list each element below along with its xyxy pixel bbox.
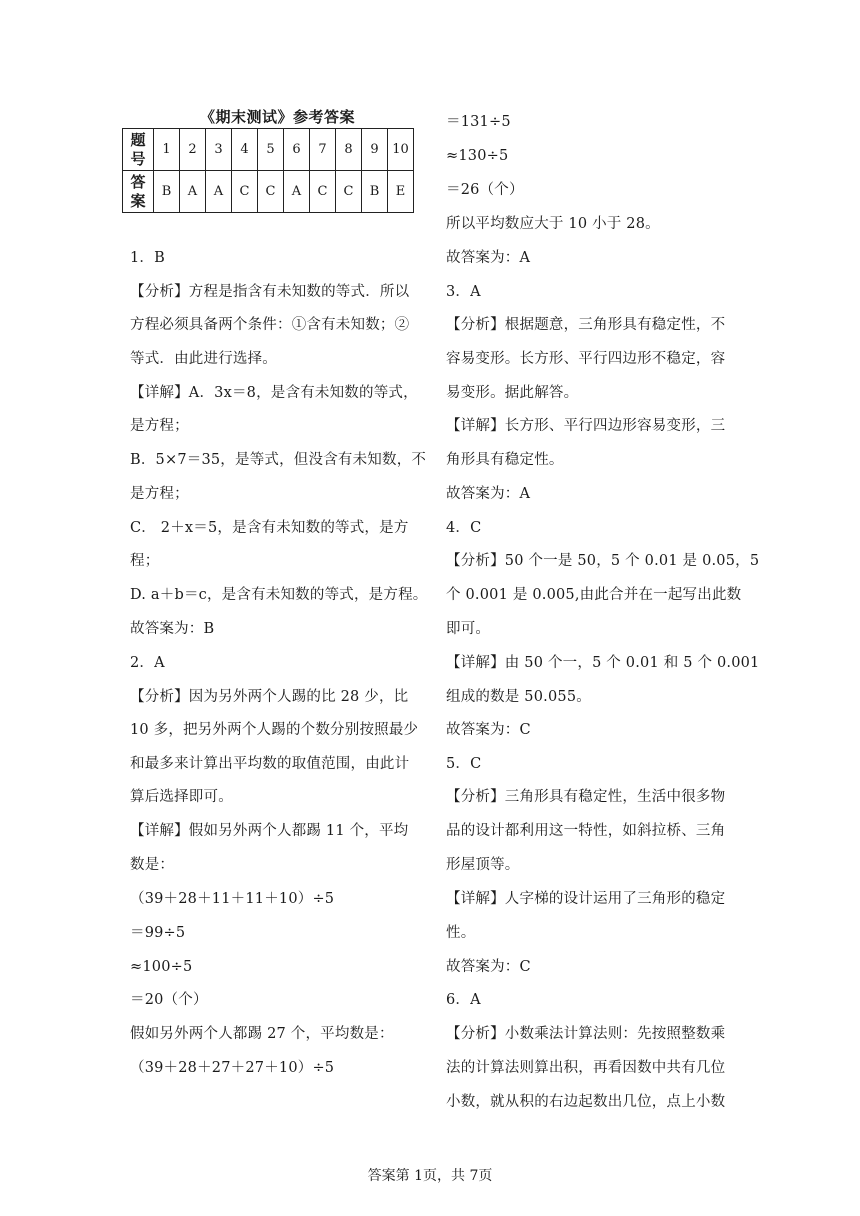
table-cell: C xyxy=(258,171,284,213)
text-line: 假如另外两个人都踢 27 个，平均数是： xyxy=(130,1026,394,1042)
table-cell: A xyxy=(206,171,232,213)
table-cell: 4 xyxy=(232,129,258,171)
table-cell: C xyxy=(336,171,362,213)
table-header-answer: 答案 xyxy=(123,171,154,213)
text-line: 10 多，把另外两个人踢的个数分别按照最少 xyxy=(130,722,419,738)
table-header-number: 题号 xyxy=(123,129,154,171)
text-line: C． 2＋x＝5，是含有未知数的等式，是方 xyxy=(130,520,409,536)
text-line: 方程必须具备两个条件：①含有未知数；② xyxy=(130,317,410,333)
table-cell: 3 xyxy=(206,129,232,171)
text-line: 【详解】A．3x＝8，是含有未知数的等式， xyxy=(130,385,418,401)
text-line: 和最多来计算出平均数的取值范围，由此计 xyxy=(130,756,410,772)
text-line: ≈130÷5 xyxy=(446,148,509,164)
text-line: 数是： xyxy=(130,857,175,873)
text-line: 等式．由此进行选择。 xyxy=(130,351,277,367)
text-line: 角形具有稳定性。 xyxy=(446,452,564,468)
text-line: 【分析】50 个一是 50，5 个 0.01 是 0.05，5 xyxy=(446,553,760,569)
table-cell: C xyxy=(310,171,336,213)
text-line: 个 0.001 是 0.005,由此合并在一起写出此数 xyxy=(446,587,742,603)
text-line: 即可。 xyxy=(446,621,491,637)
text-line: 形屋顶等。 xyxy=(446,857,520,873)
text-line: （39＋28＋11＋11＋10）÷5 xyxy=(130,891,335,907)
table-row-answers xyxy=(123,171,414,213)
text-line: ＝131÷5 xyxy=(446,114,511,130)
text-line: 6．A xyxy=(446,992,481,1008)
text-line: 易变形。据此解答。 xyxy=(446,385,579,401)
text-line: 1．B xyxy=(130,250,165,266)
text-line: 法的计算法则算出积，再看因数中共有几位 xyxy=(446,1060,726,1076)
text-line: （39＋28＋27＋27＋10）÷5 xyxy=(130,1060,335,1076)
text-line: 小数，就从积的右边起数出几位，点上小数 xyxy=(446,1094,726,1110)
table-cell: A xyxy=(284,171,310,213)
table-cell: 2 xyxy=(180,129,206,171)
text-line: 【分析】根据题意，三角形具有稳定性，不 xyxy=(446,317,726,333)
text-line: 【详解】由 50 个一，5 个 0.01 和 5 个 0.001 xyxy=(446,655,760,671)
table-cell: 7 xyxy=(310,129,336,171)
text-line: ＝20（个） xyxy=(130,992,208,1008)
text-line: 【详解】人字梯的设计运用了三角形的稳定 xyxy=(446,891,726,907)
table-cell: 6 xyxy=(284,129,310,171)
text-line: 性。 xyxy=(446,925,476,941)
text-line: 故答案为：C xyxy=(446,959,531,975)
text-line: ＝99÷5 xyxy=(130,925,186,941)
text-line: 5．C xyxy=(446,756,482,772)
table-cell: 5 xyxy=(258,129,284,171)
text-line: D. a＋b＝c，是含有未知数的等式，是方程。 xyxy=(130,587,428,603)
table-cell: C xyxy=(232,171,258,213)
text-line: 是方程； xyxy=(130,418,189,434)
text-line: 【分析】因为另外两个人踢的比 28 少，比 xyxy=(130,689,409,705)
text-line: ≈100÷5 xyxy=(130,959,193,975)
text-line: 程； xyxy=(130,553,160,569)
document-title: 《期末测试》参考答案 xyxy=(200,108,356,126)
text-line: 算后选择即可。 xyxy=(130,789,233,805)
table-cell: 1 xyxy=(154,129,180,171)
text-line: 是方程； xyxy=(130,486,189,502)
text-line: 4．C xyxy=(446,520,482,536)
table-row-numbers xyxy=(123,129,414,171)
text-line: 故答案为：A xyxy=(446,250,531,266)
text-line: 容易变形。长方形、平行四边形不稳定，容 xyxy=(446,351,726,367)
text-line: 2．A xyxy=(130,655,165,671)
table-cell: A xyxy=(180,171,206,213)
text-line: 所以平均数应大于 10 小于 28。 xyxy=(446,216,660,232)
text-line: 品的设计都利用这一特性，如斜拉桥、三角 xyxy=(446,823,726,839)
text-line: 【分析】方程是指含有未知数的等式．所以 xyxy=(130,284,410,300)
text-line: B．5×7＝35，是等式，但没含有未知数，不 xyxy=(130,452,427,468)
text-line: 故答案为：B xyxy=(130,621,215,637)
answer-table xyxy=(122,128,414,213)
text-line: 【分析】小数乘法计算法则：先按照整数乘 xyxy=(446,1026,726,1042)
text-line: 【分析】三角形具有稳定性，生活中很多物 xyxy=(446,789,726,805)
table-cell: 9 xyxy=(362,129,388,171)
table-cell: B xyxy=(362,171,388,213)
table-cell: B xyxy=(154,171,180,213)
text-line: 3．A xyxy=(446,284,481,300)
table-cell: E xyxy=(388,171,414,213)
text-line: 【详解】假如另外两个人都踢 11 个，平均 xyxy=(130,823,409,839)
text-line: ＝26（个） xyxy=(446,182,524,198)
text-line: 故答案为：C xyxy=(446,722,531,738)
text-line: 【详解】长方形、平行四边形容易变形，三 xyxy=(446,418,726,434)
text-line: 组成的数是 50.055。 xyxy=(446,689,591,705)
page-footer: 答案第 1页，共 7页 xyxy=(367,1168,493,1184)
text-line: 故答案为：A xyxy=(446,486,531,502)
table-cell: 10 xyxy=(388,129,414,171)
table-cell: 8 xyxy=(336,129,362,171)
